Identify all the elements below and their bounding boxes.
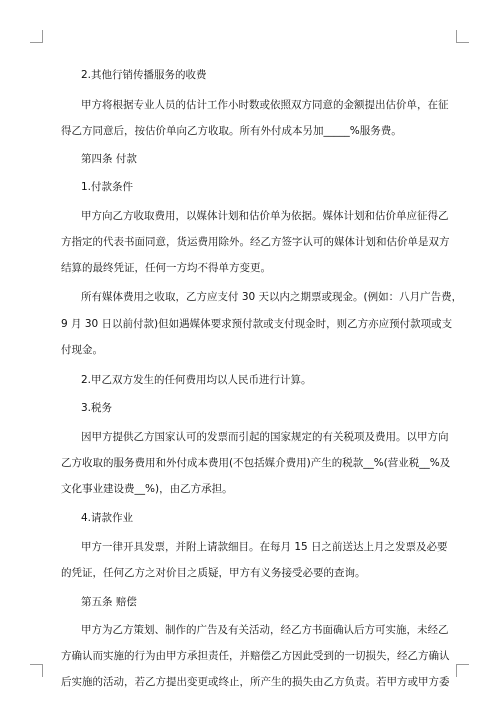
section-heading-currency: 2.甲乙双方发生的任何费用均以人民币进行计算。 [81,374,312,386]
paragraph-line: 甲方向乙方收取费用，以媒体计划和估价单为依据。媒体计划和估价单应征得乙 [81,210,449,222]
paragraph-line: 的凭证，任何乙方之对价目之质疑，甲方有义务接受必要的查询。 [61,567,366,579]
paragraph-line: 得乙方同意后，按估价单向乙方收取。所有外付成本另加_____%服务费。 [61,125,402,137]
paragraph-line: 后实施的活动，若乙方提出变更或终止，所产生的损失由乙方负责。若甲方或甲方委 [61,676,450,688]
paragraph-line: 方确认而实施的行为由甲方承担责任，并赔偿乙方因此受到的一切损失，经乙方确认 [61,650,450,662]
article-heading-compensation: 第五条 赔偿 [81,596,137,608]
paragraph-line: 所有媒体费用之收取，乙方应支付 30 天以内之期票或现金。(例如：八月广告费， [81,291,463,303]
paragraph-line: 因甲方提供乙方国家认可的发票而引起的国家规定的有关税项及费用。以甲方向 [81,431,449,443]
paragraph-line: 方指定的代表书面同意，货运费用除外。经乙方签字认可的媒体计划和估价单是双方 [61,236,450,248]
paragraph-line: 9 月 30 日以前付款)但如遇媒体要求预付款或支付现金时，则乙方亦应预付款项或支 [61,318,453,330]
section-heading-other-services: 2.其他行销传播服务的收费 [81,69,207,81]
paragraph-line: 乙方收取的服务费用和外付成本费用(不包括媒介费用)产生的税款__%(营业税__%及 [61,457,451,469]
paragraph-line: 结算的最终凭证，任何一方均不得单方变更。 [61,262,271,274]
section-heading-invoicing: 4.请款作业 [81,512,134,524]
paragraph-line: 文化事业建设费__%)，由乙方承担。 [61,483,233,495]
article-heading-payment: 第四条 付款 [81,153,137,165]
crop-mark-bottom-left [30,664,43,677]
paragraph-line: 甲方为乙方策划、制作的广告及有关活动，经乙方书面确认后方可实施，未经乙 [81,624,449,636]
paragraph-line: 甲方将根据专业人员的估计工作小时数或依照双方同意的金额提出估价单，在征 [81,99,449,111]
paragraph-line: 付现金。 [61,344,103,356]
crop-mark-top-left [30,30,43,43]
paragraph-line: 甲方一律开具发票，并附上请款细目。在每月 15 日之前送达上月之发票及必要 [81,541,448,553]
crop-mark-top-right [456,30,469,43]
crop-mark-bottom-right [456,664,469,677]
section-heading-tax: 3.税务 [81,402,113,414]
section-heading-payment-terms: 1.付款条件 [81,181,134,193]
